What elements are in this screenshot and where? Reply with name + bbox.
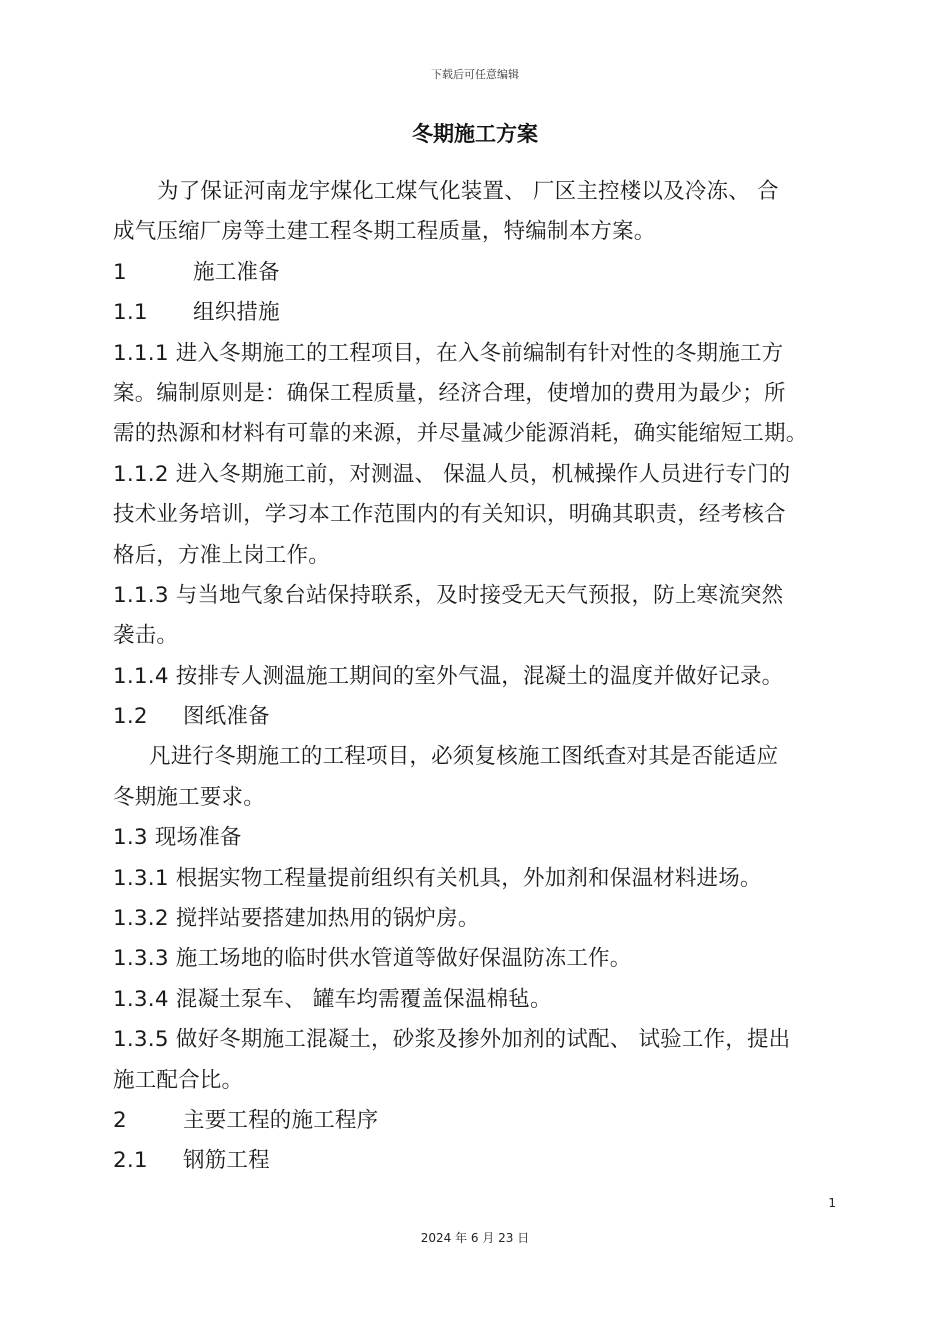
paragraph-line: 技术业务培训，学习本工作范围内的有关知识，明确其职责，经考核合 [113,502,786,528]
section-title: 主要工程的施工程序 [183,1107,379,1133]
section-heading-1-3: 1.3 现场准备 [113,825,242,851]
paragraph-line: 案。编制原则是：确保工程质量，经济合理，使增加的费用为最少；所 [113,380,786,406]
section-number: 2 [113,1107,127,1133]
section-title: 钢筋工程 [183,1148,270,1174]
paragraph-line: 1.1.3 与当地气象台站保持联系，及时接受无天气预报，防上寒流突然 [113,582,784,608]
paragraph-line: 1.3.2 搅拌站要搭建加热用的锅炉房。 [113,906,480,932]
document-title: 冬期施工方案 [412,122,538,146]
paragraph-line: 需的热源和材料有可靠的来源，并尽量减少能源消耗，确实能缩短工期。 [113,421,808,447]
intro-paragraph-line: 成气压缩厂房等土建工程冬期工程质量，特编制本方案。 [113,219,656,245]
section-number: 1.2 [113,704,148,730]
paragraph-line: 凡进行冬期施工的工程项目，必须复核施工图纸查对其是否能适应 [149,744,779,770]
paragraph-line: 1.1.4 按排专人测温施工期间的室外气温，混凝土的温度并做好记录。 [113,663,784,689]
section-heading-2 [113,1101,841,1141]
paragraph-line: 1.3.5 做好冬期施工混凝土，砂浆及掺外加剂的试配、 试验工作，提出 [113,1027,791,1053]
page-number: 1 [828,1196,836,1210]
paragraph-line: 1.1.1 进入冬期施工的工程项目，在入冬前编制有针对性的冬期施工方 [113,340,784,366]
section-heading-1 [113,253,841,293]
paragraph-line: 袭击。 [113,623,179,649]
intro-paragraph-line: 为了保证河南龙宇煤化工煤气化装置、 厂区主控楼以及冷冻、 合 [157,179,779,204]
paragraph-line: 1.1.2 进入冬期施工前，对测温、 保温人员，机械操作人员进行专门的 [113,461,791,487]
section-title: 施工准备 [193,259,280,285]
paragraph-line: 施工配合比。 [113,1067,244,1093]
paragraph-line: 1.3.4 混凝土泵车、 罐车均需覆盖保温棉毡。 [113,986,552,1012]
paragraph-line: 1.3.3 施工场地的临时供水管道等做好保温防冻工作。 [113,946,632,972]
section-number: 2.1 [113,1148,148,1174]
footer-date: 2024 年 6 月 23 日 [420,1231,530,1245]
paragraph-line: 1.3.1 根据实物工程量提前组织有关机具，外加剂和保温材料进场。 [113,865,762,891]
section-title: 组织措施 [193,300,280,326]
section-heading-2-1 [113,1141,841,1181]
header-note: 下载后可任意编辑 [431,68,519,81]
paragraph-line: 冬期施工要求。 [113,784,265,810]
section-heading-1-1 [113,293,841,333]
document-body [113,172,841,1182]
section-heading-1-2 [113,697,841,737]
section-number: 1 [113,259,127,285]
paragraph-line: 格后，方准上岗工作。 [113,542,331,568]
section-number: 1.1 [113,300,148,326]
section-title: 图纸准备 [183,704,270,730]
